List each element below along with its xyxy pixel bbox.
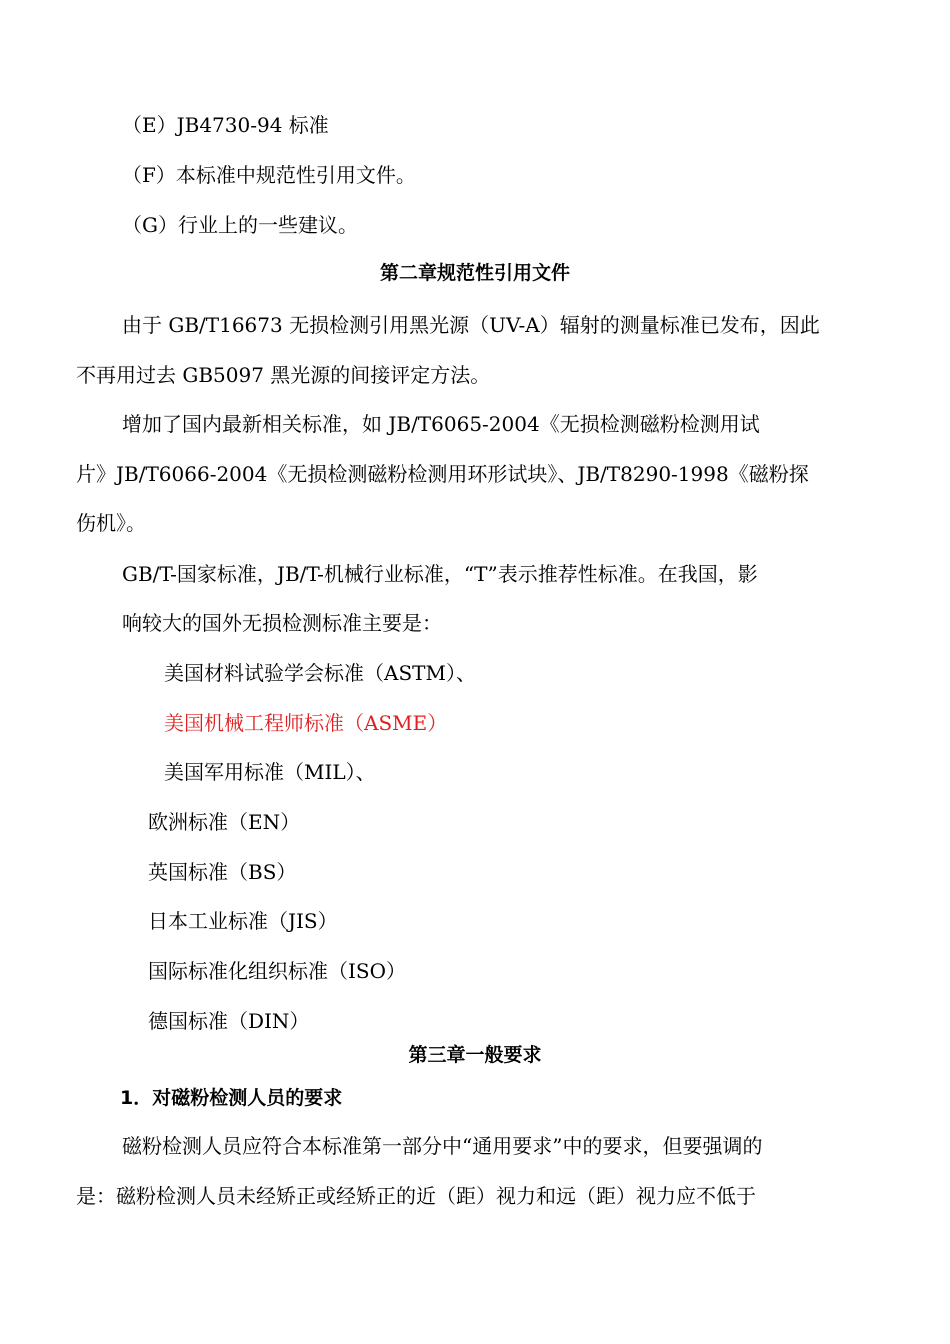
chapter3-title: 第三章一般要求: [408, 1044, 542, 1066]
list-item-g: （G）行业上的一些建议。: [122, 213, 358, 237]
standard-mil: 美国军用标准（MIL）、: [164, 760, 376, 784]
chapter2-title: 第二章规范性引用文件: [379, 262, 570, 284]
chapter2-para1-line1: 由于 GB/T16673 无损检测引用黑光源（UV-A）辐射的测量标准已发布，因此: [122, 313, 820, 337]
chapter3-para1-line2: 是：磁粉检测人员未经矫正或经矫正的近（距）视力和远（距）视力应不低于: [76, 1184, 756, 1208]
chapter2-para3-line1: GB/T-国家标准，JB/T-机械行业标准，“T”表示推荐性标准。在我国，影: [122, 562, 758, 586]
chapter3-para1-line1: 磁粉检测人员应符合本标准第一部分中“通用要求”中的要求，但要强调的: [122, 1134, 763, 1158]
list-item-e: （E）JB4730-94 标准: [122, 113, 329, 137]
chapter2-para3-line2: 响较大的国外无损检测标准主要是：: [122, 611, 442, 635]
chapter2-para1-line2: 不再用过去 GB5097 黑光源的间接评定方法。: [76, 363, 491, 387]
standard-iso: 国际标准化组织标准（ISO）: [148, 959, 406, 983]
standard-bs: 英国标准（BS）: [148, 860, 297, 884]
standard-asme: 美国机械工程师标准（ASME）: [164, 711, 448, 735]
list-item-f: （F）本标准中规范性引用文件。: [122, 163, 416, 187]
standard-jis: 日本工业标准（JIS）: [148, 909, 338, 933]
chapter2-para2-line1: 增加了国内最新相关标准，如 JB/T6065-2004《无损检测磁粉检测用试: [122, 412, 760, 436]
standard-din: 德国标准（DIN）: [148, 1009, 310, 1033]
standard-astm: 美国材料试验学会标准（ASTM）、: [164, 661, 476, 685]
chapter2-para2-line2: 片》JB/T6066-2004《无损检测磁粉检测用环形试块》、JB/T8290-1998《磁粉探: [76, 462, 809, 486]
chapter2-para2-line3: 伤机》。: [76, 511, 146, 535]
chapter3-section1-title: 1．对磁粉检测人员的要求: [120, 1087, 343, 1109]
standard-en: 欧洲标准（EN）: [148, 810, 301, 834]
